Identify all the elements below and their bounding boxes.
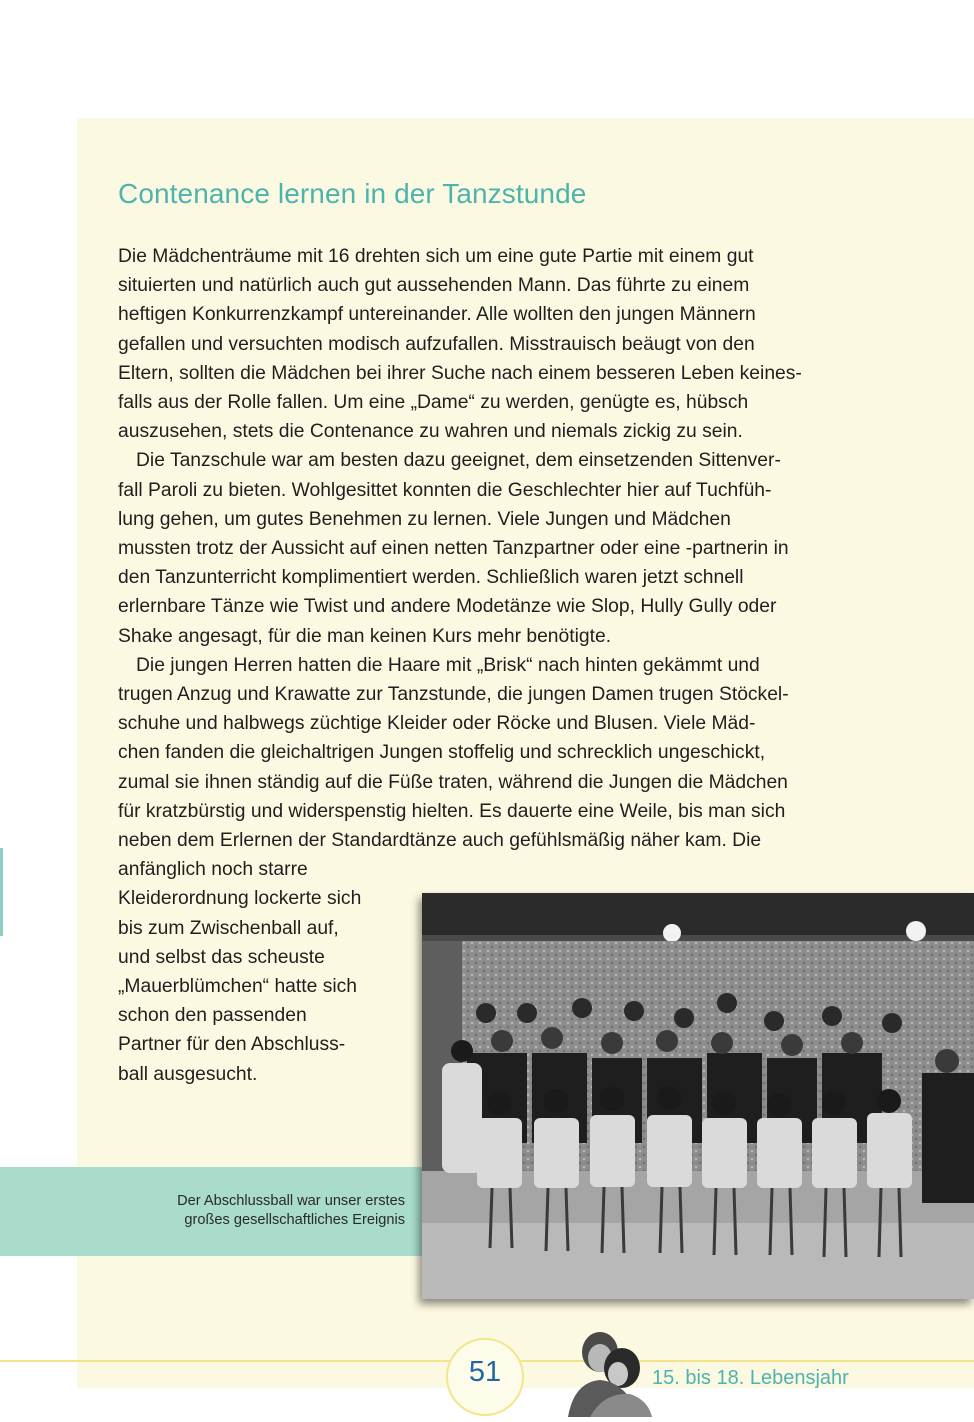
- body-line: schon den passenden: [118, 1005, 307, 1027]
- body-line: falls aus der Rolle fallen. Um eine „Dame“ zu werden, genügte es, hübsch: [118, 392, 749, 414]
- body-line: anfänglich noch starre: [118, 859, 308, 881]
- body-line: den Tanzunterricht komplimentiert werden. Schließlich waren jetzt schnell: [118, 567, 744, 589]
- body-line: und selbst das scheuste: [118, 946, 325, 968]
- body-line: für kratzbürstig und widerspenstig hielten. Es dauerte eine Weile, bis man sich: [118, 800, 786, 822]
- body-line: Eltern, sollten die Mädchen bei ihrer Suche nach einem besseren Leben keines-: [118, 362, 802, 384]
- caption-line: großes gesellschaftliches Ereignis: [184, 1212, 405, 1228]
- ceiling-lamp: [663, 924, 681, 942]
- ceiling-lamp: [906, 921, 926, 941]
- margin-accent-bar: [0, 848, 3, 936]
- body-line: mussten trotz der Aussicht auf einen netten Tanzpartner oder eine -partnerin in: [118, 538, 789, 560]
- body-line: Partner für den Abschluss-: [118, 1034, 346, 1056]
- body-line: fall Paroli zu bieten. Wohlgesittet konnten die Geschlechter hier auf Tuchfüh-: [118, 479, 772, 501]
- body-line: heftigen Konkurrenzkampf untereinander. Alle wollten den jungen Männern: [118, 304, 756, 326]
- body-line: „Mauerblümchen“ hatte sich: [118, 976, 357, 998]
- body-line: schuhe und halbwegs züchtige Kleider oder Röcke und Blusen. Viele Mäd-: [118, 713, 756, 735]
- body-line: Kleiderordnung lockerte sich: [118, 888, 362, 910]
- body-line: erlernbare Tänze wie Twist und andere Modetänze wie Slop, Hully Gully oder: [118, 596, 777, 618]
- body-line: zumal sie ihnen ständig auf die Füße traten, während die Jungen die Mädchen: [118, 771, 788, 793]
- page-number: 51: [468, 1356, 502, 1388]
- body-line: ball ausgesucht.: [118, 1063, 258, 1085]
- body-line: lung gehen, um gutes Benehmen zu lernen. Viele Jungen und Mädchen: [118, 508, 731, 530]
- body-line: trugen Anzug und Krawatte zur Tanzstunde, die jungen Damen trugen Stöckel-: [118, 684, 789, 706]
- photo-caption: [0, 1192, 405, 1230]
- body-line: situierten und natürlich auch gut aussehenden Mann. Das führte zu einem: [118, 275, 750, 297]
- body-line: Die Mädchenträume mit 16 drehten sich um eine gute Partie mit einem gut: [118, 246, 754, 267]
- footer-couple-photo: [560, 1330, 652, 1417]
- body-line: Die Tanzschule war am besten dazu geeignet, dem einsetzenden Sittenver-: [136, 450, 781, 472]
- photo-ceiling: [422, 893, 974, 935]
- section-label: 15. bis 18. Lebensjahr: [652, 1367, 849, 1389]
- body-line: gefallen und versuchten modisch aufzufallen. Misstrauisch beäugt von den: [118, 333, 755, 355]
- group-photo: [422, 893, 974, 1299]
- body-line: Die jungen Herren hatten die Haare mit „Brisk“ nach hinten gekämmt und: [136, 654, 760, 676]
- caption-line: Der Abschlussball war unser erstes: [177, 1193, 405, 1209]
- body-line: chen fanden die gleichaltrigen Jungen stoffelig und schrecklich ungeschickt,: [118, 742, 766, 764]
- body-line: neben dem Erlernen der Standardtänze auch gefühlsmäßig näher kam. Die: [118, 830, 762, 852]
- article-title: Contenance lernen in der Tanzstunde: [118, 178, 587, 209]
- body-line: Shake angesagt, für die man keinen Kurs mehr benötigte.: [118, 625, 612, 647]
- body-line: bis zum Zwischenball auf,: [118, 917, 339, 939]
- body-line: auszusehen, stets die Contenance zu wahren und niemals zickig zu sein.: [118, 421, 743, 443]
